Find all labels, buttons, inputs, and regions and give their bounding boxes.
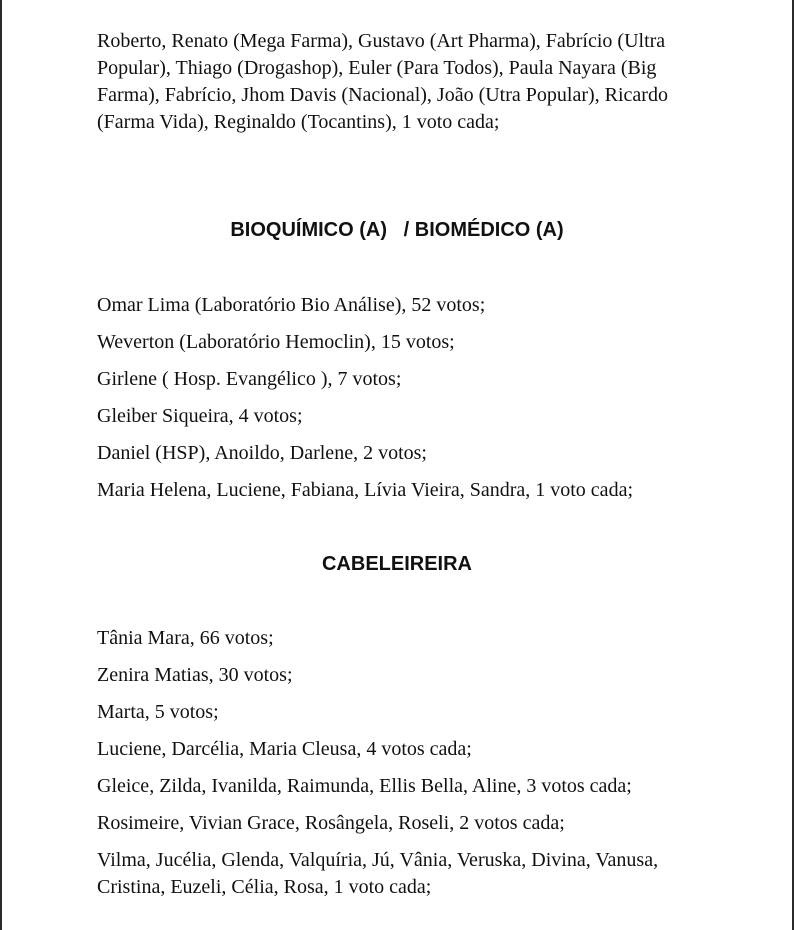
- page-border-left: [0, 0, 2, 930]
- list-item: Daniel (HSP), Anoildo, Darlene, 2 votos;: [97, 442, 427, 464]
- list-item: Tânia Mara, 66 votos;: [97, 627, 274, 649]
- list-item: Weverton (Laboratório Hemoclin), 15 votos;: [97, 331, 455, 353]
- list-item: Gleice, Zilda, Ivanilda, Raimunda, Ellis Bella, Aline, 3 votos cada;: [97, 775, 632, 797]
- list-item: Omar Lima (Laboratório Bio Análise), 52 votos;: [97, 294, 486, 316]
- section-heading-bioquimico: BIOQUÍMICO (A) / BIOMÉDICO (A): [230, 219, 564, 241]
- list-item: Gleiber Siqueira, 4 votos;: [97, 405, 303, 427]
- section-heading-cabeleireira: CABELEIREIRA: [321, 553, 472, 575]
- list-item: Vilma, Jucélia, Glenda, Valquíria, Jú, Vânia, Veruska, Divina, Vanusa, Cristina, Euzeli, Célia, Rosa, 1 voto cada;: [97, 849, 659, 898]
- intro-paragraph-block: [97, 28, 717, 136]
- list-item: Maria Helena, Luciene, Fabiana, Lívia Vieira, Sandra, 1 voto cada;: [97, 479, 633, 501]
- list-item: Rosimeire, Vivian Grace, Rosângela, Roseli, 2 votos cada;: [97, 812, 565, 834]
- list-item: Zenira Matias, 30 votos;: [97, 664, 293, 686]
- intro-paragraph: Roberto, Renato (Mega Farma), Gustavo (Art Pharma), Fabrício (Ultra Popular), Thiago (Drogashop), Euler (Para Todos), Paula Nayara (Big Farma), Fabrício, Jhom Davis (Nacional), João (Utra Popular), Ricardo (Farma Vida), Reginaldo (Tocantins), 1 voto cada;: [97, 30, 668, 133]
- list-item: Marta, 5 votos;: [97, 701, 219, 723]
- list-item: Girlene ( Hosp. Evangélico ), 7 votos;: [97, 368, 402, 390]
- list-item: Luciene, Darcélia, Maria Cleusa, 4 votos cada;: [97, 738, 472, 760]
